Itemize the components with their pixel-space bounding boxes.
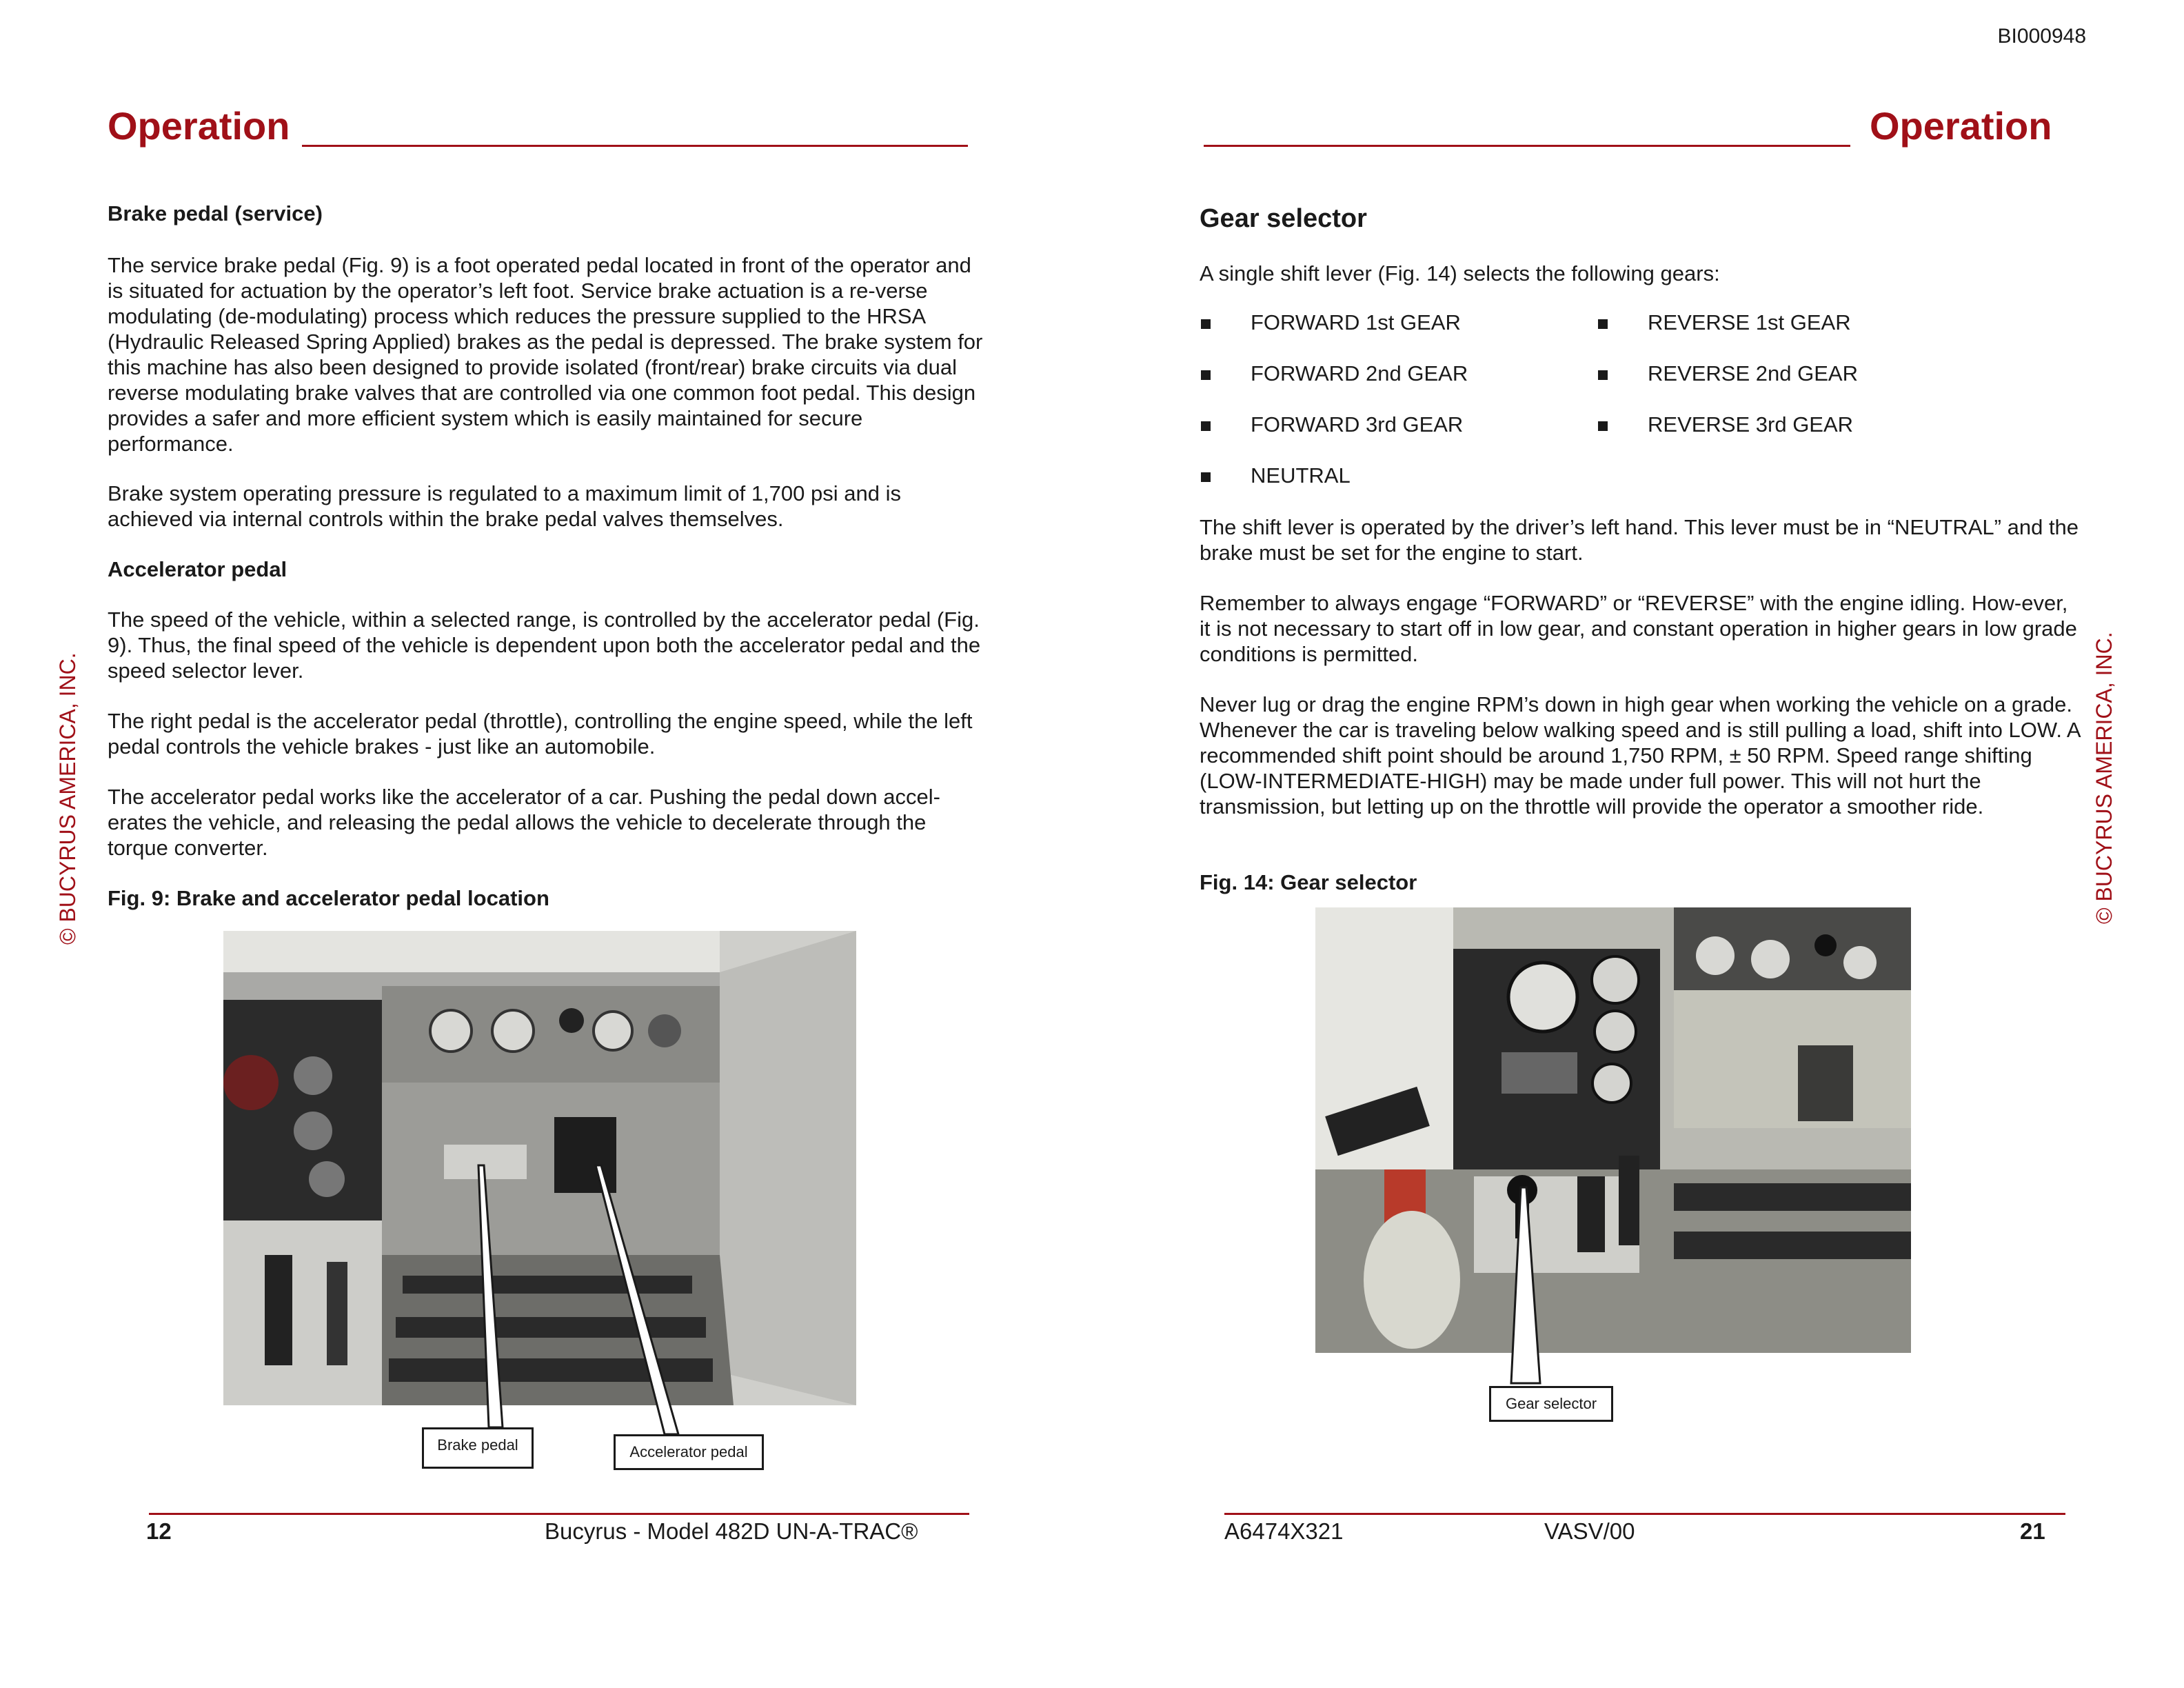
accelerator-paragraph-3: The accelerator pedal works like the accelerator of a car. Pushing the pedal down accel-erates the vehicle, and releasing the pedal allows the vehicle to decelerate through the torque converter.	[108, 785, 940, 860]
gear-paragraph-3: Never lug or drag the engine RPM’s down in high gear when working the vehicle on a grade. Whenever the car is traveling below walking speed and is still pulling a load, shift into LOW. A recommended shift point should be around 1,750 RPM, ± 50 RPM. Speed range shifting (LOW-INTERMEDIATE-HIGH) may be made under full power. This will not hurt the transmission, but letting up on the throttle will provide the operator a smoother ride.	[1200, 692, 2080, 818]
right-section-title: Operation	[1870, 104, 2052, 148]
bullet-icon	[1201, 319, 1211, 329]
gear-selector-heading: Gear selector	[1200, 204, 1367, 233]
gear-paragraph-1: The shift lever is operated by the driver’s left hand. This lever must be in “NEUTRAL” and the brake must be set for the engine to start.	[1200, 515, 2079, 565]
brake-heading: Brake pedal (service)	[108, 201, 323, 225]
accelerator-heading: Accelerator pedal	[108, 557, 287, 581]
bullet-icon	[1201, 370, 1211, 380]
right-copyright-side-text: © BUCYRUS AMERICA, INC.	[2092, 632, 2116, 924]
fig14-caption: Fig. 14: Gear selector	[1200, 870, 1417, 894]
bullet-icon	[1598, 421, 1608, 431]
callout-accelerator-pedal: Accelerator pedal	[614, 1434, 764, 1470]
right-footer-rule	[1224, 1513, 2065, 1515]
right-page-number: 21	[2020, 1518, 2045, 1544]
bullet-icon	[1201, 421, 1211, 431]
left-copyright-side-text: © BUCYRUS AMERICA, INC.	[55, 652, 80, 945]
gear-intro: A single shift lever (Fig. 14) selects the following gears:	[1200, 261, 1720, 285]
left-title-rule	[302, 145, 968, 147]
bullet-icon	[1201, 472, 1211, 482]
document-id: BI000948	[1997, 25, 2086, 48]
right-title-rule	[1204, 145, 1850, 147]
callout-gear-selector: Gear selector	[1489, 1386, 1613, 1422]
gear-item-neutral: NEUTRAL	[1201, 463, 1351, 488]
left-footer-rule	[149, 1513, 969, 1515]
brake-paragraph-1: The service brake pedal (Fig. 9) is a foot operated pedal located in front of the operator and is situated for actuation by the operator’s left foot. Service brake actuation is a re-verse modulating (de-modulating) process which reduces the pressure supplied to the HRSA (Hydraulic Released Spring Applied) brakes as the pedal is depressed. The brake system for this machine has also been designed to provide isolated (front/rear) brake circuits via dual reverse modulating brake valves that are controlled via one common foot pedal. This design provides a safer and more efficient system which is easily maintained for secure performance.	[108, 253, 983, 456]
left-footer-title: Bucyrus - Model 482D UN-A-TRAC®	[545, 1518, 918, 1544]
bullet-icon	[1598, 319, 1608, 329]
left-section-title: Operation	[108, 104, 290, 148]
gear-item-reverse-1: REVERSE 1st GEAR	[1598, 310, 1851, 335]
right-footer-code-1: A6474X321	[1224, 1518, 1344, 1544]
gear-item-forward-3: FORWARD 3rd GEAR	[1201, 412, 1463, 437]
fig14-callout-pointer	[1315, 907, 1911, 1404]
gear-item-reverse-3: REVERSE 3rd GEAR	[1598, 412, 1853, 437]
right-footer-code-2: VASV/00	[1544, 1518, 1635, 1544]
fig9-caption: Fig. 9: Brake and accelerator pedal location	[108, 886, 549, 910]
brake-paragraph-2: Brake system operating pressure is regulated to a maximum limit of 1,700 psi and is achieved via internal controls within the brake pedal valves themselves.	[108, 481, 901, 531]
fig9-callout-pointers	[223, 931, 856, 1455]
accelerator-paragraph-2: The right pedal is the accelerator pedal (throttle), controlling the engine speed, while the left pedal controls the vehicle brakes - just like an automobile.	[108, 709, 973, 758]
gear-item-forward-1: FORWARD 1st GEAR	[1201, 310, 1461, 335]
left-page-number: 12	[146, 1518, 172, 1544]
accelerator-paragraph-1: The speed of the vehicle, within a selected range, is controlled by the accelerator pedal (Fig. 9). Thus, the final speed of the vehicle is dependent upon both the accelerator pedal and the speed selector lever.	[108, 607, 981, 683]
bullet-icon	[1598, 370, 1608, 380]
callout-brake-pedal: Brake pedal	[422, 1427, 534, 1469]
gear-item-forward-2: FORWARD 2nd GEAR	[1201, 361, 1468, 386]
gear-paragraph-2: Remember to always engage “FORWARD” or “REVERSE” with the engine idling. How-ever, it is not necessary to start off in low gear, and constant operation in higher gears in low grade conditions is permitted.	[1200, 591, 2077, 666]
gear-item-reverse-2: REVERSE 2nd GEAR	[1598, 361, 1858, 386]
